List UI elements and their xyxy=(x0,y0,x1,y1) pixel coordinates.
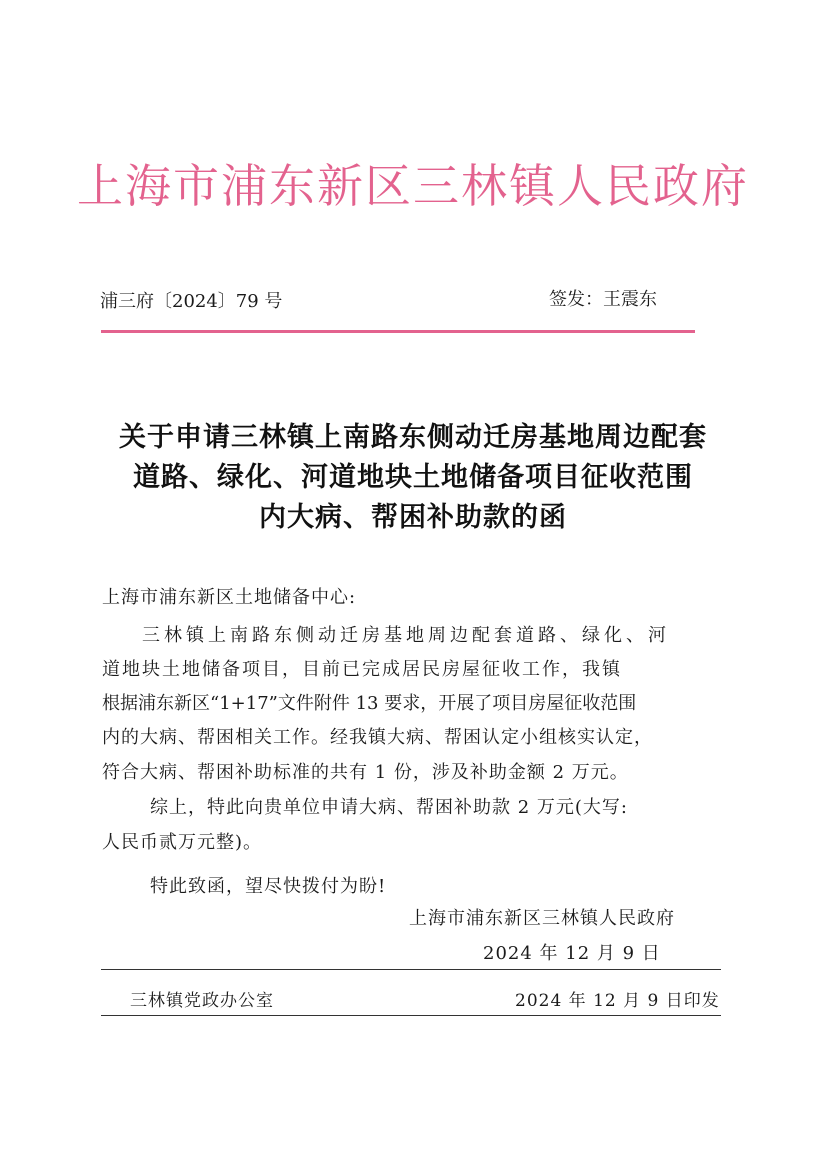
footer-top-rule xyxy=(101,969,721,970)
document-title-line-1: 关于申请三林镇上南路东侧动迁房基地周边配套 xyxy=(119,422,707,453)
footer-print-date: 2024 年 12 月 9 日印发 xyxy=(515,991,720,1011)
body-line-1: 三林镇上南路东侧动迁房基地周边配套道路、绿化、河 xyxy=(142,625,670,646)
body-line-7: 人民币贰万元整)。 xyxy=(102,832,263,853)
issuer-signature: 签发：王震东 xyxy=(549,289,657,310)
document-number: 浦三府〔2024〕79 号 xyxy=(100,291,283,312)
body-line-2: 道地块土地储备项目，目前已完成居民房屋征收工作，我镇 xyxy=(102,659,622,680)
signature-org: 上海市浦东新区三林镇人民政府 xyxy=(409,908,675,929)
document-title-line-3: 内大病、帮困补助款的函 xyxy=(259,502,567,533)
body-line-8: 特此致函，望尽快拨付为盼! xyxy=(150,876,387,897)
signature-date: 2024 年 12 月 9 日 xyxy=(483,943,661,964)
addressee: 上海市浦东新区土地储备中心: xyxy=(102,587,357,608)
body-line-3: 根据浦东新区“1+17”文件附件 13 要求，开展了项目房屋征收范围 xyxy=(102,693,637,714)
document-title-line-2: 道路、绿化、河道地块土地储备项目征收范围 xyxy=(133,462,693,493)
body-line-6: 综上，特此向贵单位申请大病、帮困补助款 2 万元(大写: xyxy=(150,797,628,818)
body-line-5: 符合大病、帮困补助标准的共有 1 份，涉及补助金额 2 万元。 xyxy=(102,762,629,783)
red-divider xyxy=(101,330,695,333)
body-line-4: 内的大病、帮困相关工作。经我镇大病、帮困认定小组核实认定， xyxy=(102,727,653,748)
footer-office: 三林镇党政办公室 xyxy=(130,991,274,1011)
footer-bottom-rule xyxy=(101,1015,721,1016)
masthead-org-name: 上海市浦东新区三林镇人民政府 xyxy=(77,159,749,213)
